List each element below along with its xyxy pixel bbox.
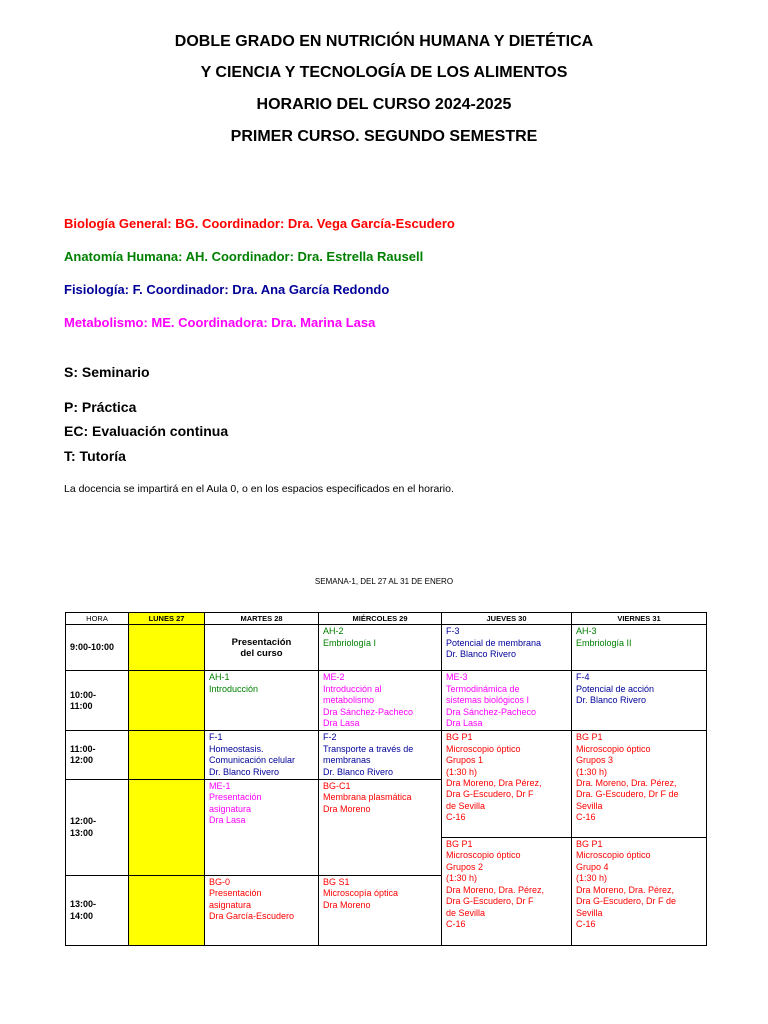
cell-line: Membrana plasmática <box>323 792 412 803</box>
cell-line: C-16 <box>446 918 466 929</box>
cell-line: AH-1 <box>209 672 230 683</box>
cell-line: BG S1 <box>323 877 350 888</box>
header-martes: MARTES 28 <box>205 613 319 625</box>
cell-line: de Sevilla <box>446 907 486 918</box>
cell-line: Homeostasis. <box>209 743 264 754</box>
cell-line: Potencial de acción <box>576 683 655 694</box>
cell-line: Dra Moreno, Dra Pérez, <box>446 778 542 789</box>
fri-11-cell <box>572 731 707 838</box>
tue-11-cell <box>205 731 319 780</box>
cell-line: Presentación <box>209 888 262 899</box>
cell-line: Microscopio óptico <box>446 743 521 754</box>
wed-9-cell <box>319 625 442 671</box>
cell-line: Embriología I <box>323 637 377 648</box>
cell-line: Dra G-Escudero, Dr F <box>446 896 534 907</box>
legend-tutoria: T: Tutoría <box>64 448 126 464</box>
lunes-cell <box>129 671 205 731</box>
coordinator-f: Fisiología: F. Coordinador: Dra. Ana García Redondo <box>64 282 390 297</box>
cell-line: Termodinámica de <box>446 683 520 694</box>
lunes-cell <box>129 780 205 876</box>
title-line-3: HORARIO DEL CURSO 2024-2025 <box>256 96 512 113</box>
cell-line: Microscopio óptico <box>576 743 651 754</box>
cell-line: Dr. Blanco Rivero <box>209 766 280 777</box>
cell-line: AH-3 <box>576 626 597 637</box>
cell-line: Presentación <box>231 636 292 648</box>
cell-line: membranas <box>323 755 371 766</box>
lunes-cell <box>129 876 205 946</box>
cell-line: Grupos 3 <box>576 755 614 766</box>
wed-11-cell <box>319 731 442 780</box>
cell-line: BG P1 <box>446 839 473 850</box>
cell-line: Dra Lasa <box>323 718 360 729</box>
cell-line: Dra Moreno <box>323 899 371 910</box>
wed-12-cell <box>319 780 442 876</box>
cell-line: Dra Moreno, Dra. Pérez, <box>446 884 545 895</box>
cell-line: Microscopio óptico <box>576 850 651 861</box>
header-viernes: VIERNES 31 <box>572 613 707 625</box>
schedule-table <box>65 612 707 946</box>
cell-line: Dra. Moreno, Dra. Pérez, <box>576 778 677 789</box>
cell-line: Dra G-Escudero, Dr F <box>446 789 534 800</box>
cell-line: (1:30 h) <box>576 766 608 777</box>
cell-line: Introducción al <box>323 683 382 694</box>
week-title: SEMANA-1, DEL 27 AL 31 DE ENERO <box>314 577 454 586</box>
cell-line: Dr. Blanco Rivero <box>323 766 394 777</box>
cell-line: Grupos 1 <box>446 755 484 766</box>
cell-line: Grupo 4 <box>576 861 609 872</box>
lunes-cell <box>129 731 205 780</box>
cell-line: Dra. G-Escudero, Dr F de <box>576 789 679 800</box>
cell-line: C-16 <box>576 812 596 823</box>
fri-13-cell <box>572 838 707 946</box>
cell-line: Microscopía óptica <box>323 888 399 899</box>
cell-line: Presentación <box>209 792 262 803</box>
thu-13-cell <box>442 838 572 946</box>
cell-line: BG-C1 <box>323 781 351 792</box>
cell-line: F-3 <box>446 626 460 637</box>
cell-line: BG P1 <box>446 732 473 743</box>
table-row <box>66 671 707 731</box>
tue-9-cell <box>205 625 319 671</box>
coordinator-me: Metabolismo: ME. Coordinadora: Dra. Marina Lasa <box>64 315 376 330</box>
cell-line: BG P1 <box>576 839 603 850</box>
cell-line: AH-2 <box>323 626 344 637</box>
tue-12-cell <box>205 780 319 876</box>
header-lunes: LUNES 27 <box>129 613 205 625</box>
legend-evaluacion: EC: Evaluación continua <box>64 423 229 439</box>
cell-line: Dra García-Escudero <box>209 911 295 922</box>
header-jueves: JUEVES 30 <box>442 613 572 625</box>
table-row <box>66 625 707 671</box>
hour-9: 9:00-10:00 <box>66 625 129 671</box>
aula-note: La docencia se impartirá en el Aula 0, o en los espacios especificados en el horario. <box>64 483 454 495</box>
cell-line: Embriología II <box>576 637 632 648</box>
cell-line: Dr. Blanco Rivero <box>446 649 517 660</box>
tue-10-cell <box>205 671 319 731</box>
cell-line: ME-2 <box>323 672 345 683</box>
cell-line: Transporte a través de <box>323 743 414 754</box>
cell-line: Grupos 2 <box>446 861 484 872</box>
header-row <box>66 613 707 625</box>
cell-line: (1:30 h) <box>576 873 608 884</box>
tue-14-cell <box>205 876 319 946</box>
hour-10: 10:00- 11:00 <box>66 671 129 731</box>
cell-line: metabolismo <box>323 695 375 706</box>
cell-line: Dra Sánchez-Pacheco <box>446 706 537 717</box>
table-row <box>66 731 707 780</box>
cell-line: BG P1 <box>576 732 603 743</box>
cell-line: del curso <box>240 647 283 659</box>
thu-9-cell <box>442 625 572 671</box>
hour-11: 11:00- 12:00 <box>66 731 129 780</box>
cell-line: asignatura <box>209 899 252 910</box>
hour-12: 12:00- 13:00 <box>66 780 129 876</box>
legend-practica: P: Práctica <box>64 399 137 415</box>
header-hora: HORA <box>66 613 129 625</box>
cell-line: Dra Sánchez-Pacheco <box>323 706 414 717</box>
lunes-cell <box>129 625 205 671</box>
coordinator-ah: Anatomía Humana: AH. Coordinador: Dra. Estrella Rausell <box>64 249 424 264</box>
cell-line: Dr. Blanco Rivero <box>576 695 647 706</box>
cell-line: C-16 <box>446 812 466 823</box>
cell-line: Dra G-Escudero, Dr F de <box>576 896 677 907</box>
cell-line: Dra Moreno, Dra. Pérez, <box>576 884 675 895</box>
cell-line: Microscopio óptico <box>446 850 521 861</box>
fri-9-cell <box>572 625 707 671</box>
fri-10-cell <box>572 671 707 731</box>
cell-line: Dra Lasa <box>446 718 483 729</box>
cell-line: asignatura <box>209 803 252 814</box>
wed-14-cell <box>319 876 442 946</box>
title-line-4: PRIMER CURSO. SEGUNDO SEMESTRE <box>230 128 538 145</box>
cell-line: Sevilla <box>576 800 603 811</box>
cell-line: Dra Lasa <box>209 815 246 826</box>
title-line-2: Y CIENCIA Y TECNOLOGÍA DE LOS ALIMENTOS <box>200 64 568 81</box>
cell-line: de Sevilla <box>446 800 486 811</box>
wed-10-cell <box>319 671 442 731</box>
cell-line: Sevilla <box>576 907 603 918</box>
coordinator-bg: Biología General: BG. Coordinador: Dra. Vega García-Escudero <box>64 216 455 231</box>
cell-line: (1:30 h) <box>446 873 478 884</box>
cell-line: BG-0 <box>209 877 231 888</box>
cell-line: Comunicación celular <box>209 755 296 766</box>
legend-seminario: S: Seminario <box>64 364 150 380</box>
cell-line: F-2 <box>323 732 337 743</box>
thu-11-cell <box>442 731 572 838</box>
cell-line: F-4 <box>576 672 590 683</box>
cell-line: (1:30 h) <box>446 766 478 777</box>
cell-line: Dra Moreno <box>323 803 371 814</box>
header-miercoles: MIÉRCOLES 29 <box>319 613 442 625</box>
cell-line: F-1 <box>209 732 223 743</box>
cell-line: C-16 <box>576 918 596 929</box>
thu-10-cell <box>442 671 572 731</box>
cell-line: ME-1 <box>209 781 231 792</box>
hour-13: 13:00- 14:00 <box>66 876 129 946</box>
cell-line: ME-3 <box>446 672 468 683</box>
cell-line: Potencial de membrana <box>446 637 542 648</box>
cell-line: Introducción <box>209 683 259 694</box>
title-line-1: DOBLE GRADO EN NUTRICIÓN HUMANA Y DIETÉTICA <box>174 33 594 50</box>
cell-line: sistemas biológicos I <box>446 695 530 706</box>
